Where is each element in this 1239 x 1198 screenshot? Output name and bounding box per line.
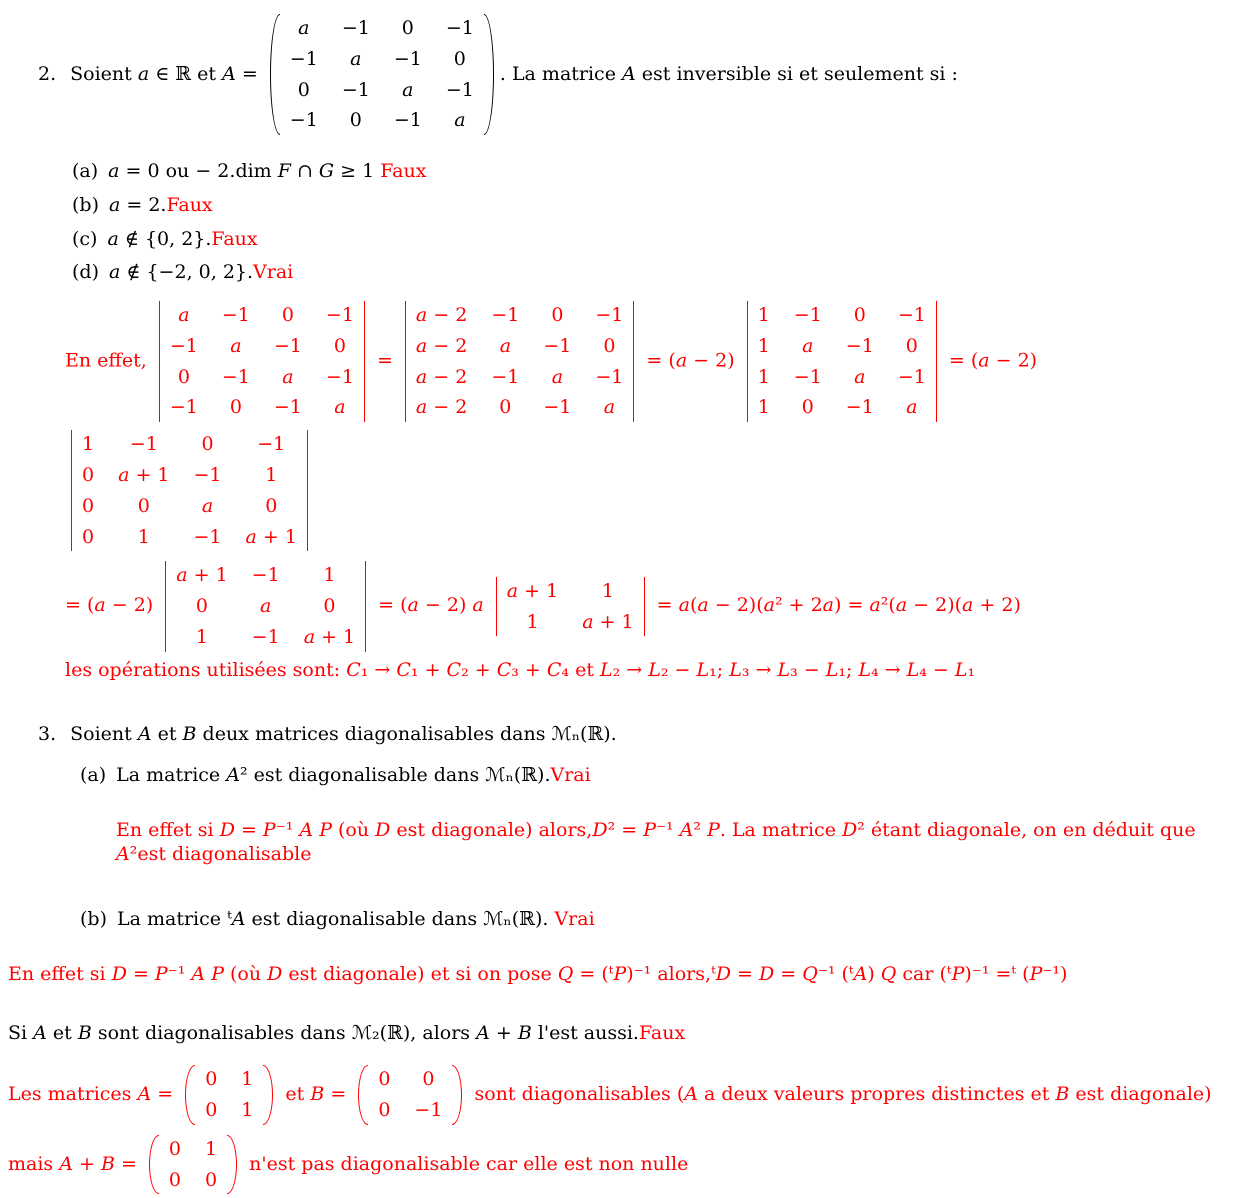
matrix-cell: −1: [221, 365, 250, 388]
matrix-cell: 1: [137, 525, 150, 548]
matrix-cell: −1: [793, 365, 822, 388]
matrix-cell: a + 1: [176, 564, 228, 587]
item-3-parts: [0, 763, 1239, 932]
plain-text: dim: [235, 160, 278, 183]
math-text: ℳₙ(ℝ): [485, 764, 545, 787]
plain-text: . La matrice: [499, 62, 622, 85]
choice-d: [72, 260, 1239, 285]
matrix-cell: 0: [801, 396, 814, 419]
determinant-bar: [644, 577, 645, 637]
matrix-cell: −1: [289, 47, 318, 70]
matrix-cell: 0: [905, 334, 918, 357]
plain-text: .: [247, 261, 254, 284]
matrix-cell: 0: [205, 1168, 218, 1191]
sum-statement: [8, 1022, 639, 1044]
plain-text: est diagonalisable: [137, 843, 312, 866]
part-a-explanation: [80, 818, 1239, 867]
math-text: F ∩ G ≥ 1: [277, 160, 381, 183]
math-text: A + B: [476, 1021, 532, 1044]
matrix-cell: 0: [82, 494, 95, 517]
matrix-cell: −1: [414, 1099, 443, 1121]
part-b: [80, 907, 1239, 932]
matrix-cells: [72, 430, 307, 551]
matrix-cell: −1: [341, 17, 370, 39]
plain-text: En effet si: [116, 818, 220, 841]
item-2-heading: [0, 10, 1239, 139]
matrix-cell: 0: [603, 334, 616, 357]
matrix-cell: a: [854, 365, 866, 388]
matrix-cells: [748, 301, 936, 422]
document-page: [0, 10, 1239, 1191]
matrix-cell: −1: [897, 365, 926, 388]
matrix-cell: −1: [897, 303, 926, 326]
matrix-cell: −1: [845, 396, 874, 419]
math-text: D²: [842, 818, 865, 841]
math-text: a = 0: [108, 160, 160, 183]
math-text: A²: [116, 843, 138, 866]
matrix-cell: −1: [251, 564, 280, 587]
choice-a-statement: [108, 160, 380, 182]
plain-text: .: [160, 193, 167, 216]
math-text: = (a − 2): [65, 594, 160, 617]
matrix-cell: a − 2: [415, 303, 468, 326]
plain-text: et: [569, 658, 601, 681]
plain-text: La matrice: [116, 764, 227, 787]
matrix-cell: −1: [193, 463, 222, 486]
matrix-cell: 1: [265, 463, 278, 486]
math-text: ℳ₂(ℝ): [351, 1021, 411, 1044]
matrix-cell: 0: [499, 396, 512, 419]
determinant-matrix: [165, 561, 366, 651]
math-text: A: [33, 1021, 47, 1044]
math-text: a ∈ ℝ: [137, 62, 192, 85]
plain-text: et: [46, 1021, 78, 1044]
matrix-cell: −1: [251, 625, 280, 648]
paren-matrix: [149, 1135, 237, 1195]
matrix-cell: a: [551, 365, 564, 388]
math-text: a ∉ {−2, 0, 2}: [109, 261, 247, 284]
math-text: B: [1055, 1083, 1070, 1105]
matrix-cell: −1: [845, 334, 874, 357]
matrix-cell: a: [201, 494, 214, 517]
plain-text: est diagonale): [1069, 1083, 1212, 1105]
matrix-cell: 1: [526, 610, 539, 633]
matrix-cell: 1: [241, 1068, 254, 1091]
sum-verdict: Faux: [638, 1021, 686, 1044]
determinant-matrix: [496, 577, 645, 637]
sum-statement-line: [0, 1021, 1239, 1046]
plain-text: sont diagonalisables dans: [91, 1021, 352, 1044]
plain-text: En effet,: [65, 349, 153, 372]
plain-text: est diagonalisable dans: [245, 908, 484, 931]
plain-text: est inversible si et seulement si :: [635, 62, 958, 85]
math-text: a = 2: [109, 193, 161, 216]
right-paren: [484, 14, 494, 135]
paren-matrix: [185, 1065, 273, 1125]
determinant-bar: [307, 430, 308, 551]
matrix-cell: a − 2: [415, 396, 468, 419]
plain-text: l'est aussi.: [531, 1021, 639, 1044]
matrix-cell: 0: [195, 595, 208, 618]
plain-text: car: [896, 962, 940, 985]
matrix-cell: a + 1: [506, 579, 559, 602]
math-text: A + B =: [59, 1152, 143, 1175]
matrix-cell: −1: [289, 109, 318, 132]
math-text: A =: [137, 1083, 180, 1105]
matrix-cell: −1: [193, 525, 222, 548]
part-a-statement: [116, 764, 550, 786]
choice-c-label: (c): [72, 227, 98, 250]
math-text: B =: [310, 1083, 353, 1105]
matrix-cell: a: [334, 396, 346, 419]
matrix-cell: −1: [221, 303, 250, 326]
math-text: = a(a − 2)(a² + 2a) = a²(a − 2)(a + 2): [650, 594, 1021, 617]
math-text: Q = (ᵗP)⁻¹: [557, 962, 652, 985]
item-3-statement: [70, 723, 617, 745]
matrix-cell: −1: [595, 365, 624, 388]
math-text: A: [137, 723, 152, 746]
choice-d-label: (d): [72, 261, 99, 284]
part-b-label: (b): [80, 908, 107, 931]
matrix-cell: a: [282, 365, 294, 388]
matrix-cells: [406, 301, 633, 422]
math-text: ℳₙ(ℝ): [551, 723, 611, 746]
matrix-cell: 0: [378, 1068, 391, 1091]
right-paren: [263, 1065, 273, 1125]
matrix-cell: −1: [543, 334, 572, 357]
matrix-cell: 0: [853, 303, 866, 326]
plain-text: . La matrice: [719, 818, 842, 841]
plain-text: alors,: [651, 962, 712, 985]
part-b-verdict: Vrai: [554, 908, 595, 931]
math-text: a ∉ {0, 2}: [107, 227, 206, 250]
choice-b-label: (b): [72, 193, 99, 216]
matrix-cell: 0: [168, 1137, 182, 1160]
matrix-cell: a: [603, 396, 616, 419]
item-2-number: 2.: [38, 62, 57, 85]
plain-text: .: [544, 764, 551, 787]
plain-text: (où: [223, 962, 268, 985]
determinant-matrix: [405, 301, 634, 422]
matrix-cell: a: [230, 334, 242, 357]
choice-b-verdict: Faux: [166, 193, 213, 216]
matrix-cells: [497, 577, 644, 637]
matrix-cells: [368, 1065, 452, 1125]
matrix-cell: −1: [341, 78, 370, 101]
plain-text: et: [151, 723, 183, 746]
matrix-cell: 0: [551, 303, 564, 326]
plain-text: Soient: [70, 62, 138, 85]
determinant-bar: [936, 301, 937, 422]
math-text: A: [684, 1083, 698, 1105]
choice-c-verdict: Faux: [211, 227, 258, 250]
matrix-cell: −1: [793, 303, 822, 326]
plain-text: est diagonalisable dans: [247, 764, 486, 787]
plain-text: En effet si: [8, 962, 112, 985]
matrix-cell: 0: [453, 47, 466, 70]
matrix-cell: 0: [281, 303, 294, 326]
matrix-cell: −1: [445, 17, 474, 39]
math-text: D = P⁻¹ A P: [111, 962, 224, 985]
left-paren: [149, 1135, 159, 1195]
matrix-cell: a: [802, 334, 814, 357]
choice-a-label: (a): [72, 160, 99, 183]
matrix-cell: a: [402, 78, 414, 101]
math-text: C₁ → C₁ + C₂ + C₃ + C₄: [346, 658, 570, 681]
plain-text: a deux valeurs propres distinctes et: [697, 1083, 1056, 1105]
plain-text: (où: [331, 818, 376, 841]
counterexample-line-1: [0, 1061, 1239, 1129]
math-text: A: [622, 62, 636, 85]
matrix-cell: 1: [757, 303, 770, 326]
determinant-matrix: [747, 301, 937, 422]
matrix-cell: 1: [757, 334, 770, 357]
choice-d-verdict: Vrai: [253, 261, 294, 284]
matrix-cell: −1: [273, 396, 302, 419]
matrix-cell: 0: [333, 334, 346, 357]
matrix-cell: 1: [757, 365, 770, 388]
math-text: ℳₙ(ℝ): [483, 908, 543, 931]
matrix-cell: a + 1: [118, 463, 170, 486]
math-text: =: [370, 349, 399, 372]
math-text: = (a − 2): [640, 349, 741, 372]
matrix-cell: 0: [201, 433, 214, 456]
matrix-cell: 1: [82, 433, 95, 456]
choice-a-verdict: Faux: [380, 160, 427, 183]
math-text: A =: [222, 62, 264, 85]
choice-b: [72, 193, 1239, 218]
item-2-statement: [70, 17, 958, 132]
matrix-cell: a: [298, 17, 310, 39]
plain-text: deux matrices diagonalisables dans: [196, 723, 552, 746]
matrix-cell: −1: [491, 365, 520, 388]
plain-text: sont diagonalisables (: [468, 1083, 685, 1105]
part-b-statement: [117, 908, 554, 930]
determinant-matrix: [71, 430, 308, 551]
matrix-cell: 1: [205, 1137, 218, 1160]
matrix-cell: 1: [241, 1099, 254, 1121]
math-text: A²: [226, 764, 248, 787]
matrix-cell: a: [906, 396, 918, 419]
choice-b-statement: [109, 194, 166, 216]
matrix-cell: a + 1: [582, 610, 634, 633]
matrix-cell: −1: [543, 396, 572, 419]
matrix-cell: 0: [205, 1068, 218, 1091]
plain-text: n'est pas diagonalisable car elle est non nulle: [243, 1152, 689, 1175]
plain-text: .: [610, 723, 617, 746]
matrix-cell: −1: [393, 47, 422, 70]
matrix-cell: a − 2: [415, 334, 468, 357]
choice-c: [72, 227, 1239, 252]
plain-text: Les matrices: [8, 1083, 138, 1105]
item-2-choices: [0, 159, 1239, 285]
matrix-cell: 0: [265, 494, 278, 517]
matrix-cell: 0: [378, 1099, 391, 1121]
math-text: B: [77, 1021, 92, 1044]
determinant-matrix: [159, 301, 365, 422]
matrix-cell: 0: [82, 463, 95, 486]
part-a-label: (a): [80, 764, 107, 787]
matrix-cell: 0: [297, 78, 310, 101]
choice-a: [72, 159, 1239, 184]
matrix-cell: −1: [445, 78, 474, 101]
plain-text: Soient: [70, 723, 138, 746]
paren-matrix: [270, 14, 494, 135]
plain-text: .: [205, 227, 212, 250]
math-text: B: [182, 723, 197, 746]
math-text: = (a − 2) a: [372, 594, 484, 617]
matrix-cell: 0: [349, 109, 362, 132]
matrix-cell: 1: [195, 625, 208, 648]
plain-text: est diagonale) alors,: [390, 818, 593, 841]
matrix-cell: −1: [169, 334, 198, 357]
matrix-cell: a: [350, 47, 362, 70]
matrix-cell: a + 1: [303, 625, 356, 648]
counterexample-line-2: [0, 1131, 1239, 1198]
math-text: D² = P⁻¹ A² P: [592, 818, 720, 841]
plain-text: Si: [8, 1021, 34, 1044]
plain-text: ou: [159, 160, 196, 183]
matrix-cells: [160, 301, 364, 422]
part-a: [80, 763, 1239, 788]
matrix-cell: 0: [401, 17, 414, 39]
matrix-cell: 0: [323, 595, 336, 618]
left-paren: [185, 1065, 195, 1125]
matrix-cell: −1: [325, 303, 354, 326]
paren-matrix: [358, 1065, 462, 1125]
matrix-cells: [195, 1065, 263, 1125]
matrix-cell: 0: [177, 365, 190, 388]
choice-d-statement: [109, 261, 253, 283]
matrix-cell: a: [499, 334, 512, 357]
matrix-cell: −1: [169, 396, 198, 419]
plain-text: et: [279, 1083, 311, 1105]
part-a-verdict: Vrai: [550, 764, 591, 787]
plain-text: et: [191, 62, 223, 85]
matrix-cell: a: [454, 109, 466, 132]
math-text: ᵗA: [227, 908, 246, 931]
choice-c-statement: [107, 228, 211, 250]
left-paren: [358, 1065, 368, 1125]
math-text: (ᵗP)⁻¹ =ᵗ (P⁻¹): [939, 962, 1068, 985]
matrix-cell: a − 2: [415, 365, 468, 388]
matrix-cells: [166, 561, 365, 651]
math-text: D: [375, 818, 391, 841]
plain-text: , alors: [410, 1021, 477, 1044]
matrix-cells: [280, 14, 484, 135]
plain-text: mais: [8, 1152, 60, 1175]
math-text: D = P⁻¹ A P: [219, 818, 332, 841]
proof-line-2: [65, 557, 1239, 655]
matrix-cell: 0: [82, 525, 95, 548]
matrix-cell: 0: [229, 396, 242, 419]
plain-text: La matrice: [117, 908, 228, 931]
plain-text: les opérations utilisées sont:: [65, 658, 347, 681]
matrix-cell: 0: [137, 494, 150, 517]
determinant-proof: [0, 297, 1239, 682]
matrix-cell: 0: [205, 1099, 218, 1121]
matrix-cell: 0: [168, 1168, 182, 1191]
matrix-cell: 1: [757, 396, 770, 419]
matrix-cell: −1: [273, 334, 302, 357]
matrix-cell: a + 1: [245, 525, 297, 548]
matrix-cell: 1: [323, 564, 336, 587]
math-text: L₂ → L₂ − L₁; L₃ → L₃ − L₁; L₄ → L₄ − L₁: [600, 658, 976, 681]
matrix-cell: −1: [325, 365, 354, 388]
plain-text: est diagonale) et si on pose: [282, 962, 558, 985]
item-3-number: 3.: [38, 723, 57, 746]
matrix-cells: [159, 1135, 227, 1195]
right-paren: [452, 1065, 462, 1125]
math-text: ᵗD = D = Q⁻¹ (ᵗA) Q: [711, 962, 897, 985]
matrix-cell: a: [260, 595, 272, 618]
matrix-cell: 1: [601, 579, 614, 602]
matrix-cell: −1: [393, 109, 422, 132]
determinant-bar: [365, 561, 366, 651]
matrix-cell: −1: [129, 433, 158, 456]
math-text: − 2.: [195, 160, 236, 183]
matrix-cell: −1: [595, 303, 624, 326]
plain-text: .: [542, 908, 555, 931]
math-text: D: [267, 962, 283, 985]
right-paren: [227, 1135, 237, 1195]
math-text: = (a − 2): [942, 349, 1044, 372]
proof-line-1: [65, 297, 1239, 555]
matrix-cell: −1: [257, 433, 286, 456]
proof-operations: [65, 658, 1239, 683]
matrix-cell: 0: [422, 1068, 435, 1091]
matrix-cell: a: [178, 303, 190, 326]
left-paren: [270, 14, 280, 135]
transpose-explanation: [0, 962, 1239, 987]
matrix-cell: −1: [491, 303, 520, 326]
determinant-bar: [364, 301, 365, 422]
plain-text: étant diagonale, on en déduit que: [864, 818, 1202, 841]
determinant-bar: [633, 301, 634, 422]
item-3-heading: [0, 722, 1239, 747]
